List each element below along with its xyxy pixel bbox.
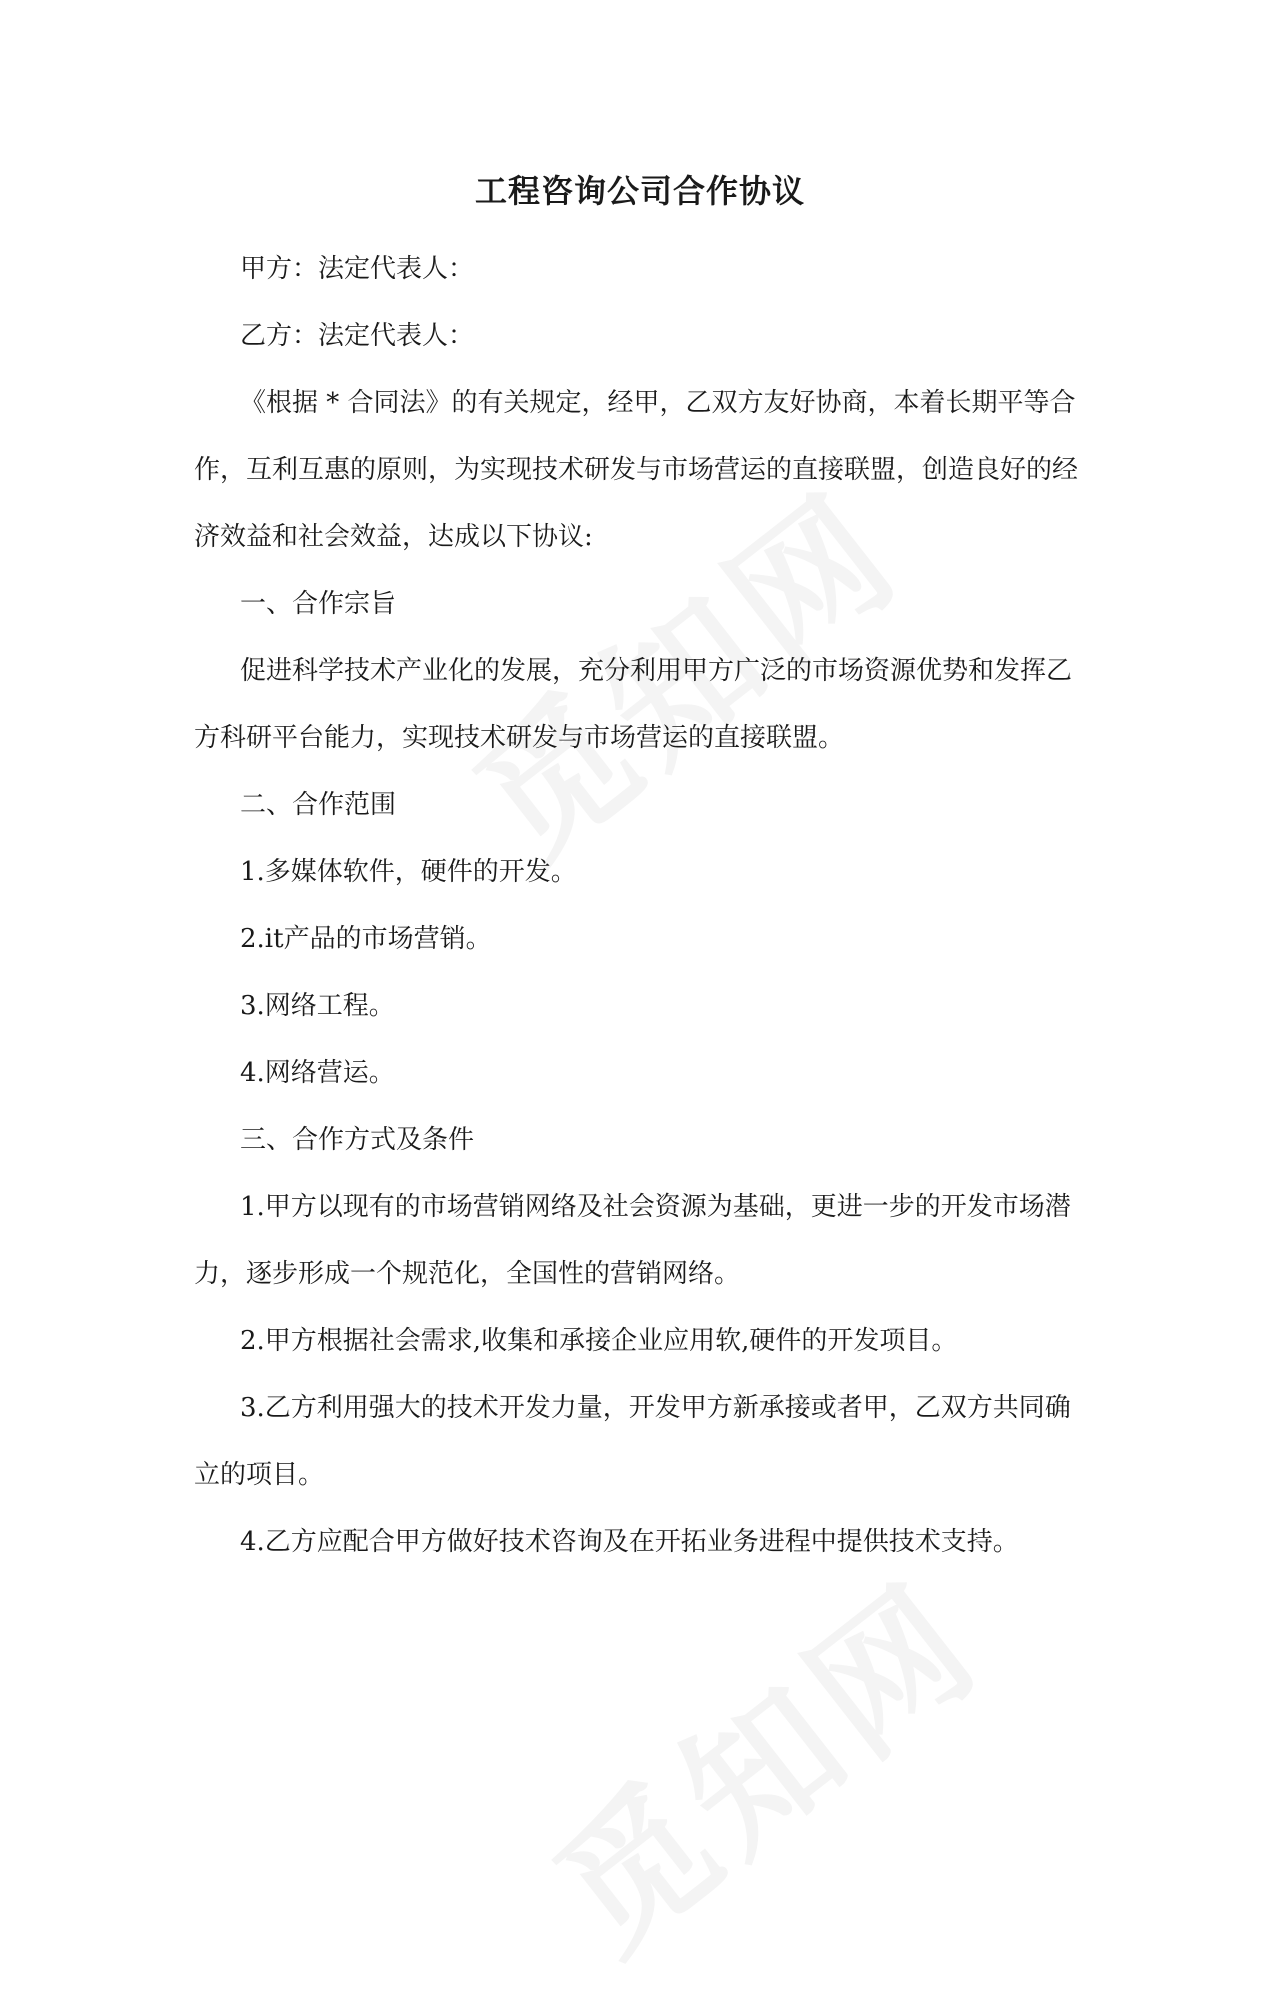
terms-item: 3.乙方利用强大的技术开发力量，开发甲方新承接或者甲，乙双方共同确立的项目。 [194,1393,1071,1490]
preamble-paragraph: 《根据 * 合同法》的有关规定，经甲，乙双方友好协商，本着长期平等合作，互利互惠的原则，为实现技术研发与市场营运的直接联盟，创造良好的经济效益和社会效益，达成以下协议: [194,388,1079,552]
scope-item: 1.多媒体软件，硬件的开发。 [240,857,577,887]
scope-item: 3.网络工程。 [240,991,395,1021]
section-heading-terms: 三、合作方式及条件 [240,1125,475,1155]
party-b-line: 乙方：法定代表人： [240,321,475,351]
terms-item: 1.甲方以现有的市场营销网络及社会资源为基础，更进一步的开发市场潜力，逐步形成一个规范化，全国性的营销网络。 [194,1192,1071,1289]
purpose-paragraph: 促进科学技术产业化的发展，充分利用甲方广泛的市场资源优势和发挥乙方科研平台能力，实现技术研发与市场营运的直接联盟。 [194,656,1073,753]
section-heading-scope: 二、合作范围 [240,790,397,820]
section-heading-purpose: 一、合作宗旨 [240,589,397,619]
scope-item: 4.网络营运。 [240,1058,395,1088]
watermark [504,1525,1015,1991]
terms-item: 2.甲方根据社会需求,收集和承接企业应用软,硬件的开发项目。 [240,1326,958,1356]
document-title: 工程咨询公司合作协议 [474,172,805,210]
party-a-line: 甲方：法定代表人： [240,254,475,284]
terms-item: 4.乙方应配合甲方做好技术咨询及在开拓业务进程中提供技术支持。 [240,1527,1019,1557]
scope-item: 2.it产品的市场营销。 [240,924,492,954]
